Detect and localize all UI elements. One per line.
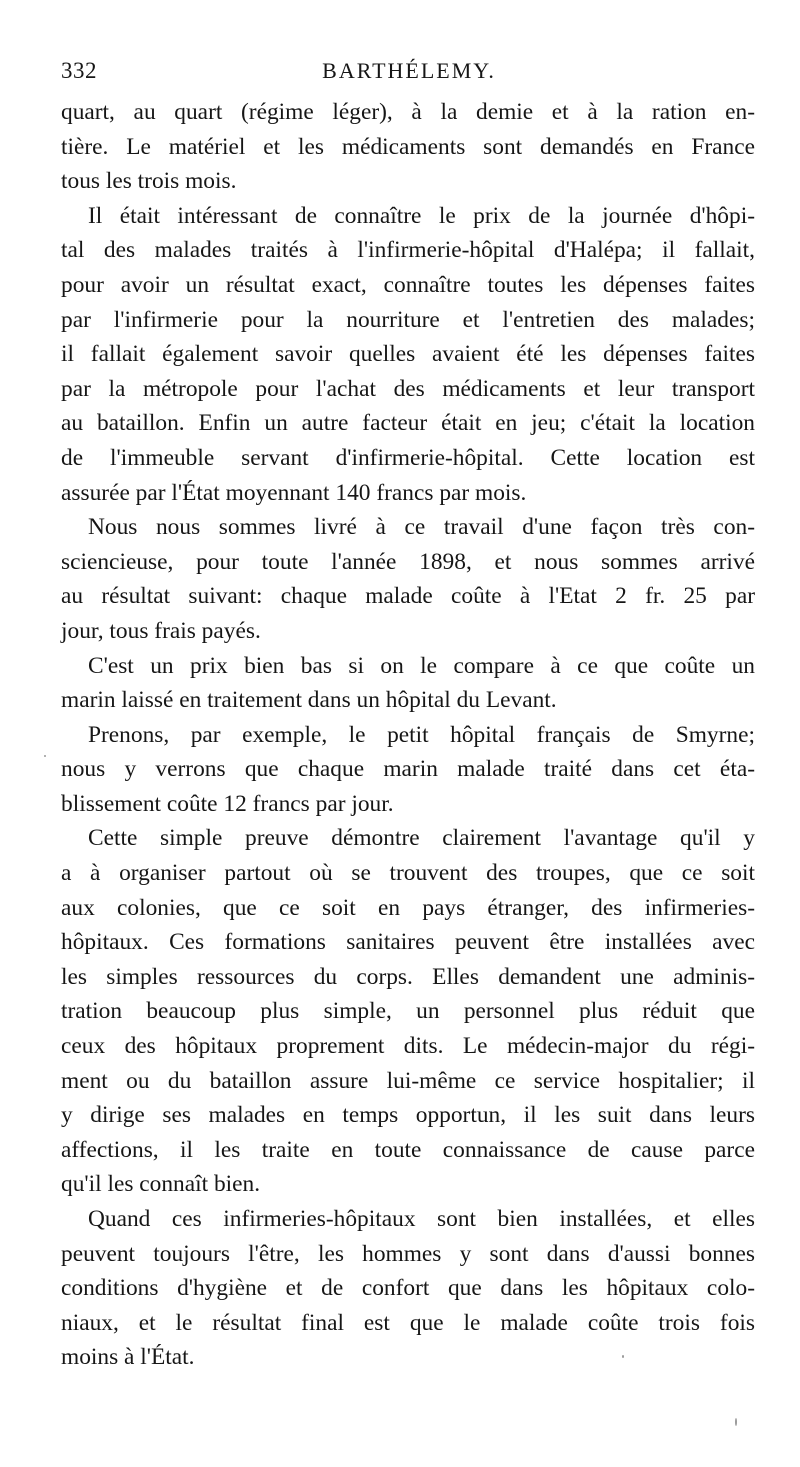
text-line: conditions d'hygiène et de confort que dans les hôpitaux colo- [61,1275,755,1302]
body-text [61,95,755,1375]
text-line: pour avoir un résultat exact, connaître toutes les dépenses faites [61,271,755,298]
text-line: affections, il les traite en toute connaissance de cause parce [61,1136,755,1163]
paragraph [61,199,755,510]
text-line: marin laissé en traitement dans un hôpital du Levant. [61,687,557,714]
text-line: quart, au quart (régime léger), à la demie et à la ration en- [61,99,755,125]
text-line: au résultat suivant: chaque malade coûte à l'Etat 2 fr. 25 par [61,583,755,610]
paragraph [61,1202,755,1375]
scan-speck [44,755,46,757]
paragraph [61,95,755,199]
text-line: y dirige ses malades en temps opportun, il les suit dans leurs [61,1102,755,1129]
text-line: Prenons, par exemple, le petit hôpital français de Smyrne; [88,721,755,748]
page-number: 332 [61,58,97,83]
text-line: tière. Le matériel et les médicaments sont demandés en France [61,133,755,160]
text-line: sciencieuse, pour toute l'année 1898, et nous sommes arrivé [61,548,755,575]
text-line: Cette simple preuve démontre clairement l'avantage qu'il y [88,825,755,852]
paragraph [61,510,755,648]
scan-speck [622,1355,624,1358]
text-line: aux colonies, que ce soit en pays étranger, des infirmeries- [61,894,755,921]
text-line: blissement coûte 12 francs par jour. [61,790,394,817]
text-line: Il était intéressant de connaître le prix de la journée d'hôpi- [88,202,755,229]
text-line: C'est un prix bien bas si on le compare à ce que coûte un [88,652,755,679]
text-line: par la métropole pour l'achat des médicaments et leur transport [61,375,755,402]
text-line: nous y verrons que chaque marin malade traité dans cet éta- [61,756,755,783]
text-line: peuvent toujours l'être, les hommes y sont dans d'aussi bonnes [61,1240,755,1267]
text-line: tal des malades traités à l'infirmerie-hôpital d'Halépa; il fallait, [61,237,755,264]
text-line: au bataillon. Enfin un autre facteur était en jeu; c'était la location [61,410,755,437]
paragraph [61,821,755,1202]
text-line: les simples ressources du corps. Elles demandent une adminis- [61,963,755,990]
page-header [61,58,757,88]
text-line: niaux, et le résultat final est que le malade coûte trois fois [61,1309,755,1336]
text-line: Nous nous sommes livré à ce travail d'une façon très con- [88,514,755,541]
text-line: moins à l'État. [61,1344,195,1371]
text-line: par l'infirmerie pour la nourriture et l'entretien des malades; [61,306,755,333]
scan-speck [735,1418,737,1426]
paragraph [61,718,755,822]
text-line: a à organiser partout où se trouvent des troupes, que ce soit [61,860,755,887]
text-line: tous les trois mois. [61,168,237,195]
text-line: Quand ces infirmeries-hôpitaux sont bien installées, et elles [88,1206,755,1232]
text-line: il fallait également savoir quelles avaient été les dépenses faites [61,341,755,368]
running-title: BARTHÉLEMY. [322,58,496,83]
text-line: qu'il les connaît bien. [61,1171,261,1198]
text-line: de l'immeuble servant d'infirmerie-hôpital. Cette location est [61,444,755,471]
text-line: assurée par l'État moyennant 140 francs par mois. [61,479,527,506]
text-line: tration beaucoup plus simple, un personnel plus réduit que [61,998,755,1025]
paragraph [61,649,755,718]
text-line: ment ou du bataillon assure lui-même ce service hospitalier; il [61,1067,755,1094]
text-line: jour, tous frais payés. [61,617,261,644]
text-line: hôpitaux. Ces formations sanitaires peuvent être installées avec [61,929,755,956]
text-line: ceux des hôpitaux proprement dits. Le médecin-major du régi- [61,1033,755,1060]
